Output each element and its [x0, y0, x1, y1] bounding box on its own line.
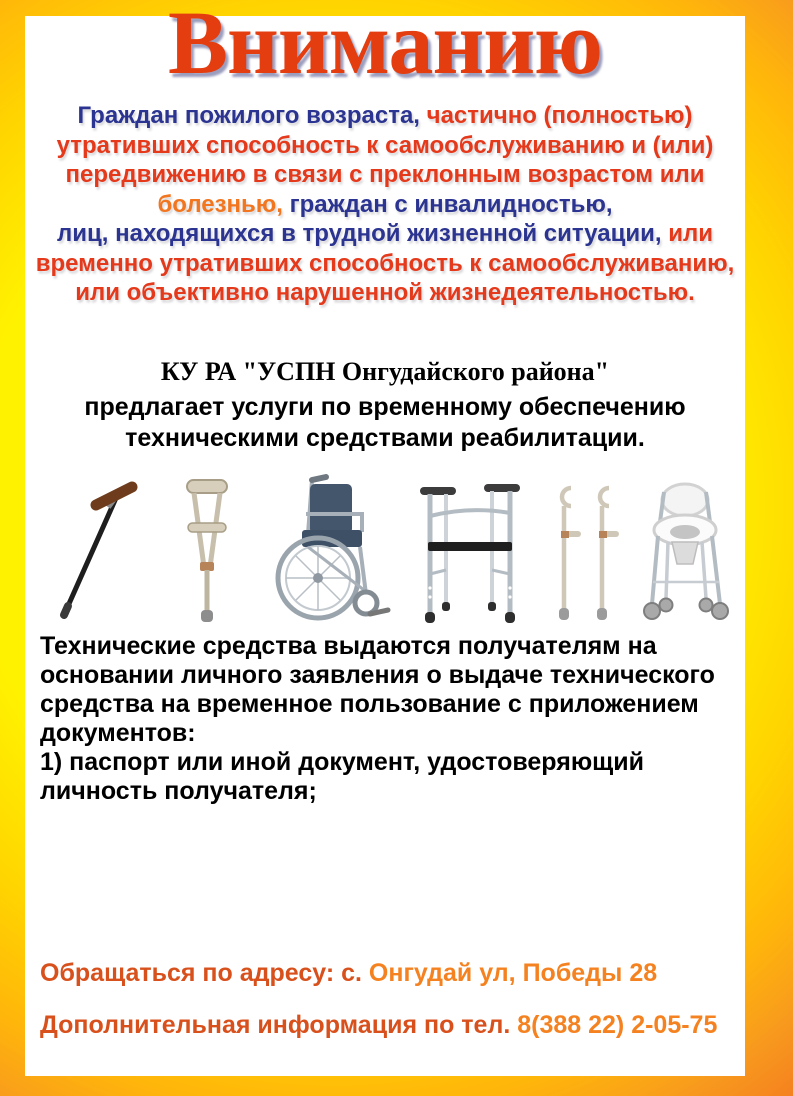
text-segment: или объективно нарушенной жизнедеятельностью. [75, 279, 695, 306]
intro-line [25, 160, 745, 190]
intro-line [25, 249, 745, 279]
phone-value: 8(388 22) 2-05-75 [517, 1010, 718, 1039]
contacts-section [25, 956, 745, 1042]
terms-paragraph: Технические средства выдаются получателям на основании личного заявления о выдаче технического средства на временное пользование с приложением документов: [40, 631, 715, 747]
text-segment: передвижению в связи с преклонным возрастом или [65, 161, 705, 188]
poster-title: Вниманию [168, 0, 602, 93]
text-segment: или [661, 220, 713, 247]
text-segment: болезнью, [157, 190, 283, 218]
text-segment: временно утративших способность к самообслуживанию, [35, 249, 735, 277]
poster-panel [25, 0, 745, 1076]
phone-label: Дополнительная информация по тел. [40, 1010, 518, 1039]
text-segment: Граждан пожилого возраста, [77, 102, 420, 129]
address-value: Онгудай ул, Победы 28 [361, 958, 658, 987]
offer-text-line-2: техническими средствами реабилитации. [125, 423, 645, 452]
terms-item-1: 1) паспорт или иной документ, удостоверяющий личность получателя; [40, 747, 645, 805]
intro-line [25, 190, 745, 220]
intro-line [25, 278, 745, 308]
intro-paragraph [25, 101, 745, 308]
offer-text-line-1: предлагает услуги по временному обеспечению [84, 392, 686, 421]
offer-text [25, 392, 745, 454]
axillary-crutch-icon [172, 474, 242, 624]
aids-images-row [25, 468, 745, 624]
walker-icon [414, 476, 526, 624]
text-segment: утративших способность к самообслуживанию и (или) [56, 131, 714, 159]
intro-line [25, 101, 745, 131]
contact-address-line [40, 956, 739, 990]
text-segment: лиц, находящихся в трудной жизненной ситуации, [57, 220, 662, 247]
intro-line [25, 219, 745, 249]
intro-line [25, 131, 745, 161]
address-label: Обращаться по адресу: с. [40, 958, 362, 987]
terms-section [25, 632, 745, 806]
forearm-crutches-icon [542, 482, 624, 624]
walking-cane-icon [38, 474, 156, 624]
text-segment: частично (полностью) [419, 102, 693, 129]
commode-chair-icon [640, 478, 732, 624]
wheelchair-icon [258, 468, 398, 624]
contact-phone-line [40, 1008, 739, 1042]
organization-name: КУ РА "УСПН Онгудайского района" [160, 356, 610, 386]
text-segment: граждан с инвалидностью, [282, 190, 613, 218]
